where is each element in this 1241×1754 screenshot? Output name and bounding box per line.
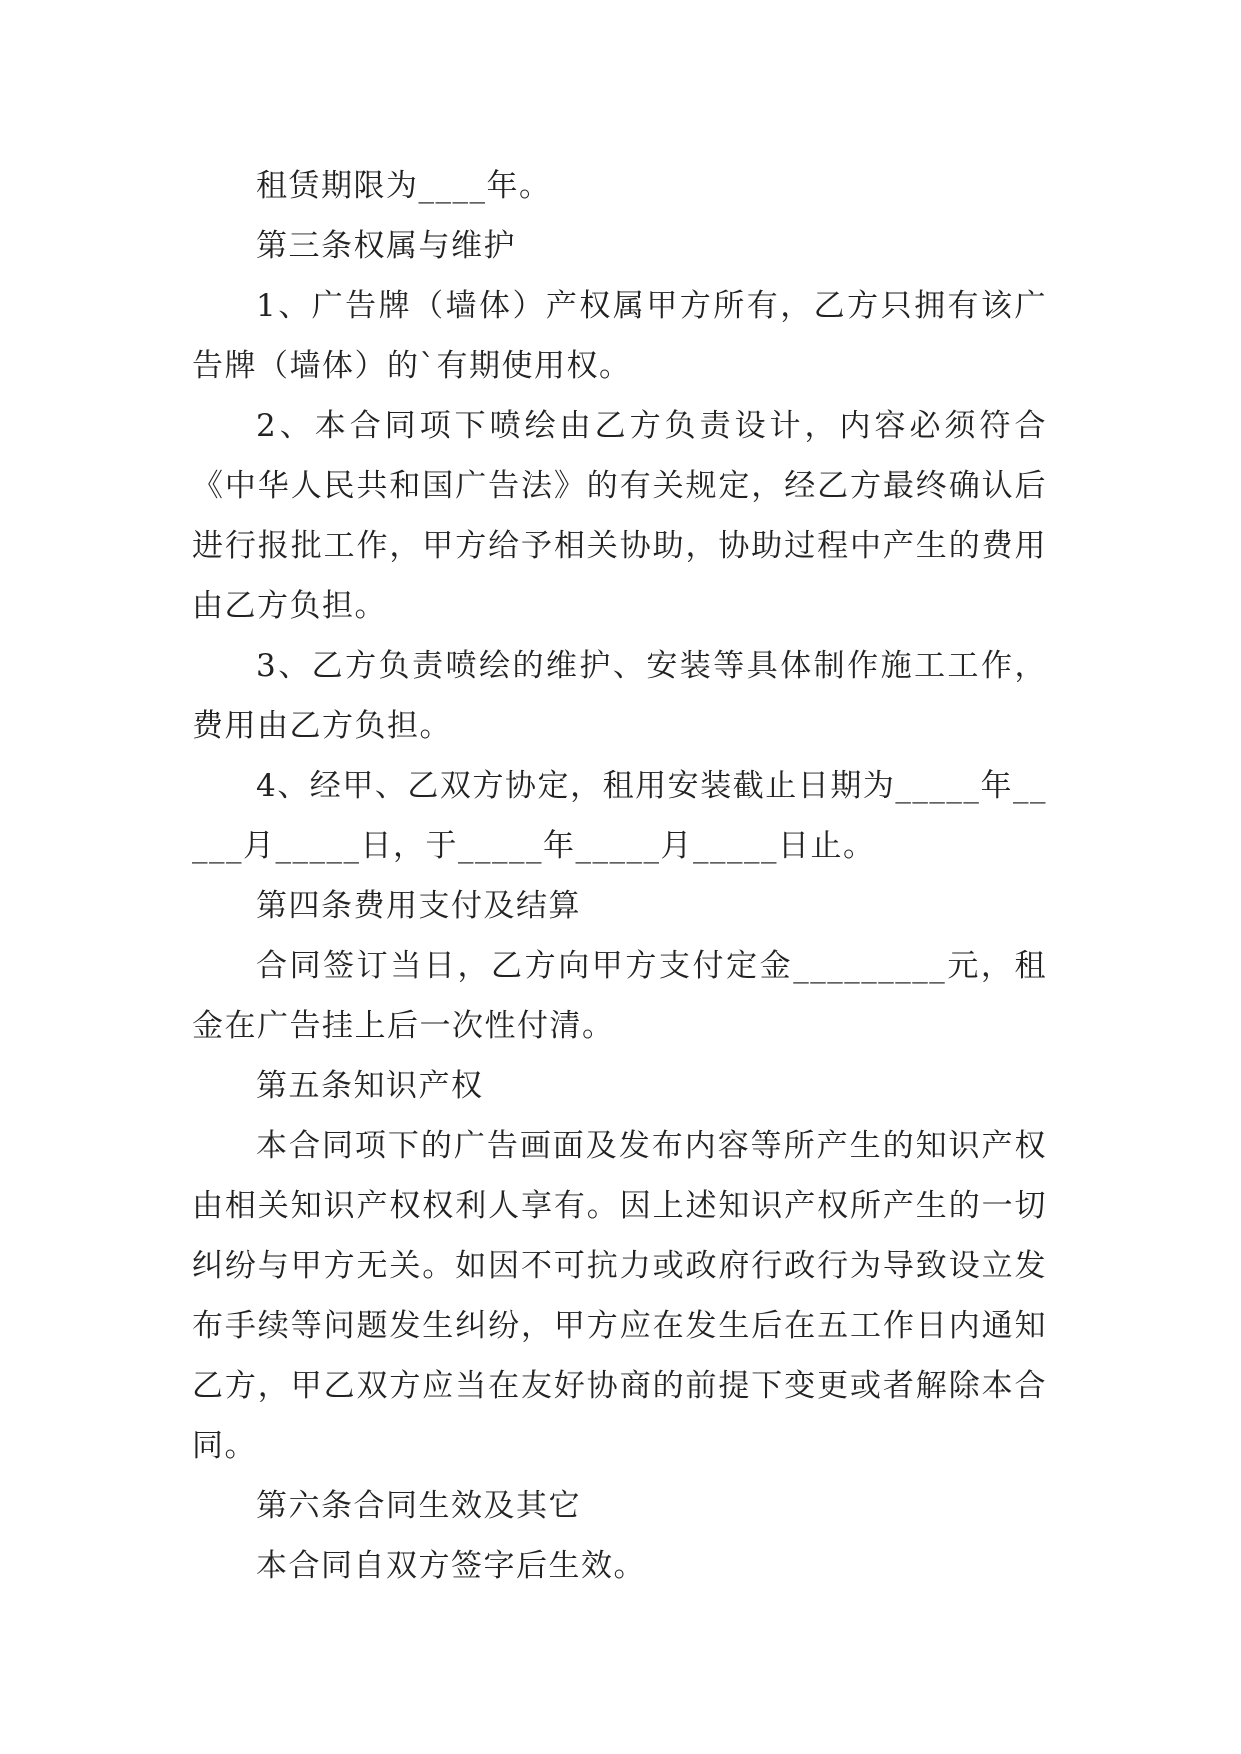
document-body xyxy=(192,156,1047,1596)
article-5-heading: 第五条知识产权 xyxy=(256,1068,484,1104)
article-3-clause-1: 1、广告牌（墙体）产权属甲方所有，乙方只拥有该广告牌（墙体）的`有期使用权。 xyxy=(192,288,1047,384)
article-4-body: 合同签订当日，乙方向甲方支付定金_________元，租金在广告挂上后一次性付清。 xyxy=(192,948,1047,1044)
article-3-clause-4: 4、经甲、乙双方协定，租用安装截止日期为_____年_____月_____日，于_____年_____月_____日止。 xyxy=(192,768,1047,864)
article-3-clause-3: 3、乙方负责喷绘的维护、安装等具体制作施工工作，费用由乙方负担。 xyxy=(192,648,1047,744)
article-4-heading: 第四条费用支付及结算 xyxy=(256,888,581,924)
article-3-clause-2: 2、本合同项下喷绘由乙方负责设计，内容必须符合《中华人民共和国广告法》的有关规定，经乙方最终确认后进行报批工作，甲方给予相关协助，协助过程中产生的费用由乙方负担。 xyxy=(192,408,1047,624)
article-5-body: 本合同项下的广告画面及发布内容等所产生的知识产权由相关知识产权权利人享有。因上述知识产权所产生的一切纠纷与甲方无关。如因不可抗力或政府行政行为导致设立发布手续等问题发生纠纷，甲方应在发生后在五工作日内通知乙方，甲乙双方应当在友好协商的前提下变更或者解除本合同。 xyxy=(192,1128,1047,1464)
lease-term-paragraph: 租赁期限为____年。 xyxy=(256,168,552,204)
article-3-heading: 第三条权属与维护 xyxy=(256,228,516,264)
article-6-body: 本合同自双方签字后生效。 xyxy=(256,1548,646,1584)
article-6-heading: 第六条合同生效及其它 xyxy=(256,1488,581,1524)
